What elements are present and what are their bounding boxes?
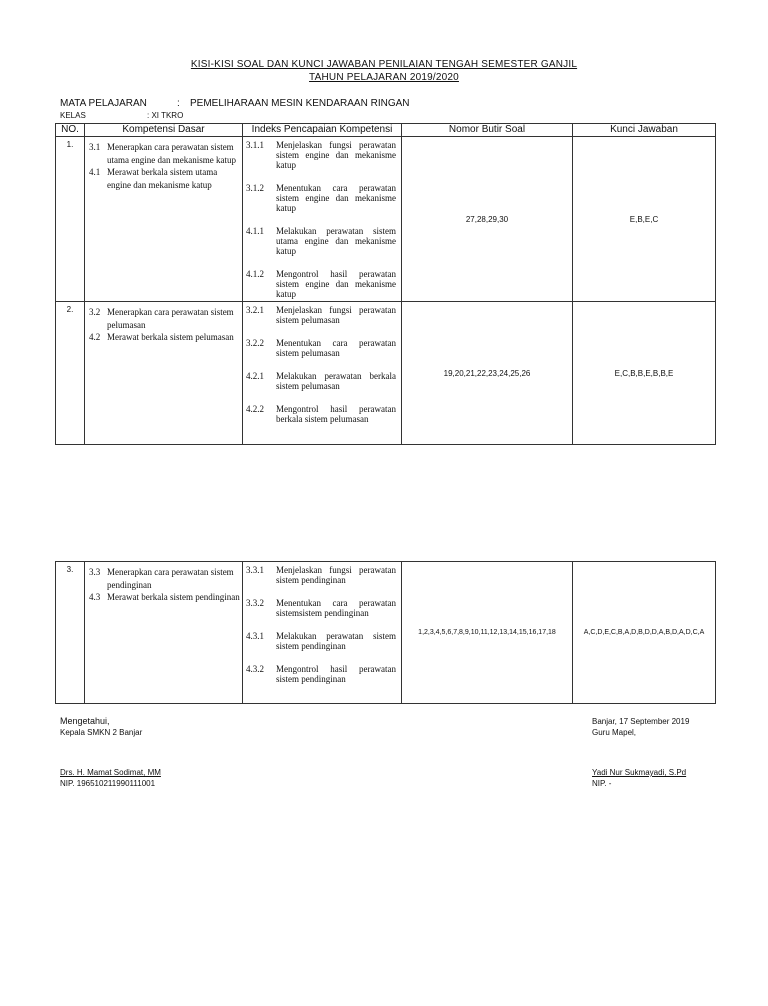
ipk-cell bbox=[243, 302, 402, 445]
table-row bbox=[56, 562, 716, 704]
kd-number: 3.3 bbox=[89, 567, 101, 577]
kd-text: Menerapkan cara perawatan sistem pendinginan bbox=[107, 567, 234, 590]
ipk-text: Menentukan cara perawatan sistemsistem pendinginan bbox=[276, 598, 396, 618]
place-date: Banjar, 17 September 2019 bbox=[592, 717, 690, 726]
ipk-cell bbox=[243, 137, 402, 302]
header-nomor-butir: Nomor Butir Soal bbox=[402, 124, 573, 137]
kompetensi-dasar-cell bbox=[85, 562, 243, 704]
subject-label: MATA PELAJARAN bbox=[60, 98, 147, 109]
kompetensi-dasar-cell bbox=[85, 302, 243, 445]
signature-right bbox=[592, 716, 689, 789]
headmaster-name-text: Drs. H. Mamat Sodimat, MM bbox=[60, 768, 161, 777]
table-row bbox=[56, 302, 716, 445]
ipk-text: Melakukan perawatan sistem utama engine dan mekanisme katup bbox=[276, 226, 396, 256]
signature-left bbox=[60, 716, 161, 789]
kd-number: 3.1 bbox=[89, 142, 101, 152]
ipk-cell bbox=[243, 562, 402, 704]
teacher-nip: NIP. - bbox=[592, 779, 612, 788]
acknowledged-label: Mengetahui, bbox=[60, 716, 110, 726]
class-value: : XI TKRO bbox=[147, 111, 184, 120]
ipk-code: 4.3.1 bbox=[246, 631, 264, 641]
kd-text: Merawat berkala sistem utama engine dan mekanisme katup bbox=[107, 167, 218, 190]
ipk-code: 3.1.1 bbox=[246, 140, 264, 150]
nomor-butir-cell: 19,20,21,22,23,24,25,26 bbox=[402, 302, 573, 445]
grid-table-part2 bbox=[55, 561, 716, 704]
headmaster-name bbox=[60, 767, 161, 778]
ipk-text: Melakukan perawatan berkala sistem pelumasan bbox=[276, 371, 396, 391]
ipk-code: 4.2.2 bbox=[246, 404, 264, 414]
document-title: KISI-KISI SOAL DAN KUNCI JAWABAN PENILAIAN TENGAH SEMESTER GANJIL bbox=[190, 59, 578, 70]
row-number: 1. bbox=[56, 137, 85, 302]
ipk-code: 3.1.2 bbox=[246, 183, 264, 193]
nomor-butir-cell: 27,28,29,30 bbox=[402, 137, 573, 302]
kd-text: Merawat berkala sistem pendinginan bbox=[107, 592, 240, 602]
kd-number: 4.1 bbox=[89, 167, 101, 177]
row-number: 2. bbox=[56, 302, 85, 445]
ipk-code: 3.2.2 bbox=[246, 338, 264, 348]
header-kunci-jawaban: Kunci Jawaban bbox=[573, 124, 716, 137]
ipk-code: 4.1.2 bbox=[246, 269, 264, 279]
teacher-title: Guru Mapel, bbox=[592, 728, 637, 737]
table-row bbox=[56, 137, 716, 302]
kd-number: 4.3 bbox=[89, 592, 101, 602]
headmaster-nip: NIP. 196510211990111001 bbox=[60, 779, 156, 788]
headmaster-title: Kepala SMKN 2 Banjar bbox=[60, 728, 143, 737]
class-label: KELAS bbox=[60, 111, 86, 120]
header-no: NO. bbox=[56, 124, 85, 137]
ipk-text: Menjelaskan fungsi perawatan sistem pendinginan bbox=[276, 565, 396, 585]
academic-year: TAHUN PELAJARAN 2019/2020 bbox=[309, 72, 459, 83]
kunci-jawaban-cell: E,C,B,B,E,B,B,E bbox=[573, 302, 716, 445]
header-ipk: Indeks Pencapaian Kompetensi bbox=[243, 124, 402, 137]
kd-text: Merawat berkala sistem pelumasan bbox=[107, 332, 234, 342]
ipk-code: 3.3.1 bbox=[246, 565, 264, 575]
table-header-row bbox=[56, 124, 716, 137]
ipk-text: Melakukan perawatan sistem sistem pendinginan bbox=[276, 631, 396, 651]
ipk-code: 4.1.1 bbox=[246, 226, 264, 236]
ipk-text: Menjelaskan fungsi perawatan sistem pelumasan bbox=[276, 305, 396, 325]
teacher-name-text: Yadi Nur Sukmayadi, S.Pd bbox=[592, 768, 687, 777]
ipk-text: Menentukan cara perawatan sistem pelumasan bbox=[276, 338, 396, 358]
kd-number: 3.2 bbox=[89, 307, 101, 317]
kd-number: 4.2 bbox=[89, 332, 101, 342]
header-kompetensi-dasar: Kompetensi Dasar bbox=[85, 124, 243, 137]
ipk-code: 4.2.1 bbox=[246, 371, 264, 381]
teacher-name bbox=[592, 767, 689, 778]
ipk-code: 3.2.1 bbox=[246, 305, 264, 315]
subject-value: PEMELIHARAAN MESIN KENDARAAN RINGAN bbox=[190, 98, 410, 109]
row-number: 3. bbox=[56, 562, 85, 704]
ipk-text: Menentukan cara perawatan sistem engine dan mekanisme katup bbox=[276, 183, 396, 213]
subject-separator: : bbox=[177, 98, 180, 109]
ipk-code: 3.3.2 bbox=[246, 598, 264, 608]
ipk-text: Mengontrol hasil perawatan sistem pendinginan bbox=[276, 664, 396, 684]
kd-text: Menerapkan cara perawatan sistem utama engine dan mekanisme katup bbox=[107, 142, 236, 165]
ipk-text: Mengontrol hasil perawatan berkala sistem pelumasan bbox=[276, 404, 396, 424]
nomor-butir-cell: 1,2,3,4,5,6,7,8,9,10,11,12,13,14,15,16,17,18 bbox=[402, 562, 573, 704]
grid-table-part1 bbox=[55, 123, 716, 445]
kunci-jawaban-cell: E,B,E,C bbox=[573, 137, 716, 302]
ipk-text: Mengontrol hasil perawatan sistem engine dan mekanisme katup bbox=[276, 269, 396, 299]
kunci-jawaban-cell: A,C,D,E,C,B,A,D,B,D,D,A,B,D,A,D,C,A bbox=[573, 562, 716, 704]
kd-text: Menerapkan cara perawatan sistem pelumasan bbox=[107, 307, 234, 330]
ipk-code: 4.3.2 bbox=[246, 664, 264, 674]
kompetensi-dasar-cell bbox=[85, 137, 243, 302]
ipk-text: Menjelaskan fungsi perawatan sistem engine dan mekanisme katup bbox=[276, 140, 396, 170]
